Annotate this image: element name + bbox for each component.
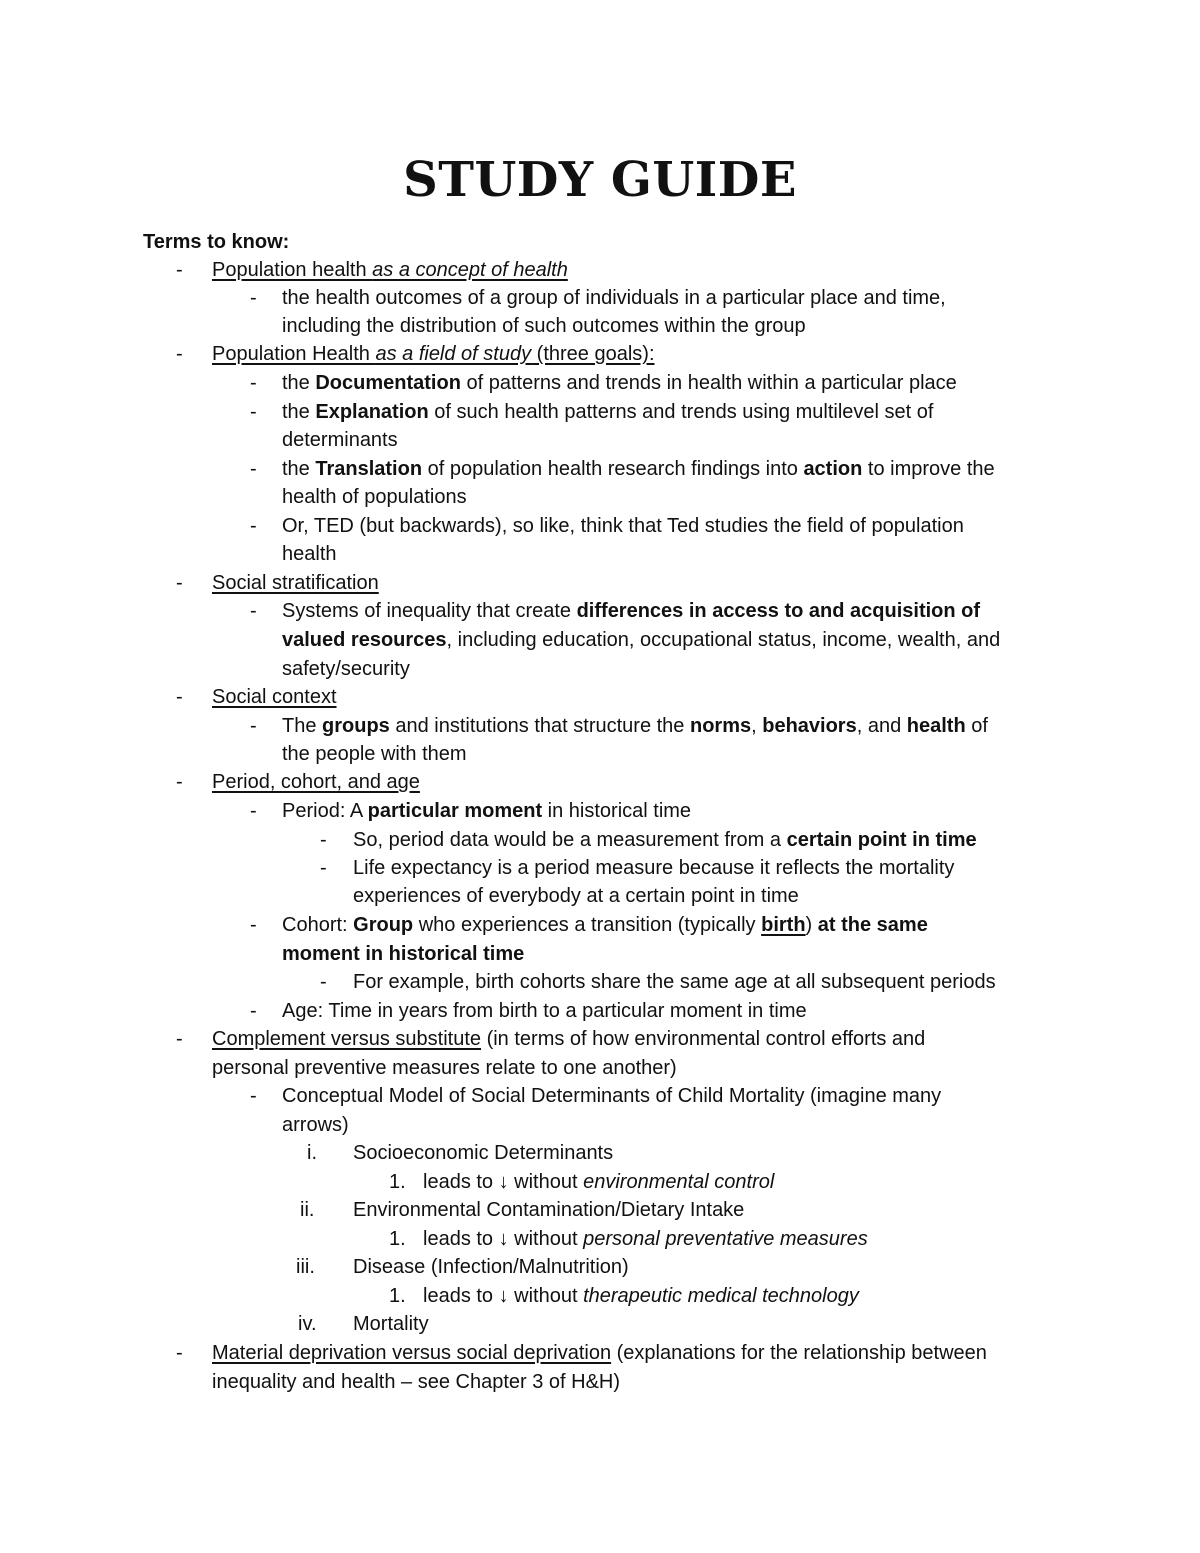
text-run: of bbox=[965, 715, 988, 737]
text-line bbox=[423, 1282, 859, 1310]
text-line bbox=[282, 1111, 349, 1139]
text-line bbox=[282, 540, 337, 568]
text-run: Terms to know: bbox=[143, 231, 290, 253]
text-line bbox=[353, 882, 799, 910]
text-line bbox=[282, 740, 467, 768]
text-run: Period, cohort, and age bbox=[212, 771, 420, 793]
text-run: who experiences a transition (typically bbox=[413, 914, 762, 936]
text-run: valued resources bbox=[282, 629, 447, 651]
text-run: particular moment bbox=[367, 800, 543, 822]
list-marker: - bbox=[250, 715, 257, 737]
text-line bbox=[282, 940, 524, 968]
text-run: Life expectancy is a period measure because it reflects the mortality bbox=[353, 857, 955, 879]
text-run: the people with them bbox=[282, 743, 467, 765]
text-run: So, period data would be a measurement from a bbox=[353, 829, 787, 851]
text-line bbox=[353, 1139, 613, 1167]
text-run: Group bbox=[353, 914, 414, 936]
list-marker: - bbox=[176, 771, 183, 793]
text-run: as a concept of health bbox=[372, 259, 568, 281]
text-run: Complement versus substitute bbox=[212, 1028, 482, 1050]
text-run: health of populations bbox=[282, 486, 467, 508]
text-run: inequality and health – see Chapter 3 of H&H) bbox=[212, 1371, 621, 1393]
text-run: action bbox=[803, 458, 863, 480]
section-heading bbox=[143, 228, 289, 256]
text-run: certain point in time bbox=[786, 829, 977, 851]
text-line bbox=[282, 1082, 941, 1110]
list-marker: - bbox=[250, 372, 257, 394]
text-run: Explanation bbox=[315, 401, 429, 423]
text-run: the bbox=[282, 458, 316, 480]
text-run: Translation bbox=[315, 458, 423, 480]
text-run: leads to ↓ without bbox=[423, 1285, 584, 1307]
list-marker: - bbox=[176, 1028, 183, 1050]
text-run: health bbox=[282, 543, 337, 565]
text-run: (explanations for the relationship between bbox=[611, 1342, 987, 1364]
text-line bbox=[282, 398, 933, 426]
text-run: the health outcomes of a group of individuals in a particular place and time, bbox=[282, 287, 946, 309]
text-run: the bbox=[282, 401, 316, 423]
text-run: Socioeconomic Determinants bbox=[353, 1142, 614, 1164]
text-run: in historical time bbox=[542, 800, 692, 822]
list-marker: - bbox=[250, 287, 257, 309]
text-line bbox=[212, 768, 420, 796]
list-marker: - bbox=[250, 914, 257, 936]
text-line bbox=[282, 626, 1000, 654]
text-line bbox=[353, 1253, 629, 1281]
list-marker: i. bbox=[307, 1142, 317, 1164]
text-line bbox=[212, 569, 379, 597]
text-run: environmental control bbox=[583, 1171, 775, 1193]
text-run: , and bbox=[856, 715, 907, 737]
text-run: therapeutic medical technology bbox=[583, 1285, 859, 1307]
text-line bbox=[282, 911, 928, 939]
list-marker: - bbox=[250, 1000, 257, 1022]
list-marker: - bbox=[176, 259, 183, 281]
text-run: personal preventative measures bbox=[583, 1228, 868, 1250]
text-line bbox=[212, 1025, 925, 1053]
text-line bbox=[282, 655, 410, 683]
text-line bbox=[353, 1310, 429, 1338]
text-line bbox=[282, 312, 806, 340]
list-marker: iv. bbox=[298, 1313, 317, 1335]
text-run: safety/security bbox=[282, 658, 410, 680]
list-marker: - bbox=[250, 1085, 257, 1107]
text-run: of population health research findings into bbox=[422, 458, 804, 480]
text-line bbox=[353, 1196, 744, 1224]
list-marker: ii. bbox=[300, 1199, 315, 1221]
list-marker: - bbox=[176, 343, 183, 365]
text-run: leads to ↓ without bbox=[423, 1228, 584, 1250]
text-line bbox=[282, 369, 957, 397]
text-line bbox=[353, 854, 954, 882]
text-run: Mortality bbox=[353, 1313, 429, 1335]
text-line bbox=[282, 712, 988, 740]
text-run: including the distribution of such outcomes within the group bbox=[282, 315, 806, 337]
list-marker: 1. bbox=[389, 1285, 406, 1307]
text-run: Age: Time in years from birth to a particular moment in time bbox=[282, 1000, 807, 1022]
text-run: Systems of inequality that create bbox=[282, 600, 577, 622]
text-line bbox=[212, 1054, 677, 1082]
text-line bbox=[212, 683, 337, 711]
list-marker: - bbox=[250, 458, 257, 480]
text-run: Or, TED (but backwards), so like, think that Ted studies the field of population bbox=[282, 515, 964, 537]
text-run: as a field of study bbox=[375, 343, 532, 365]
text-line bbox=[423, 1225, 868, 1253]
text-line bbox=[282, 426, 398, 454]
text-run: Population Health bbox=[212, 343, 376, 365]
text-run: moment in historical time bbox=[282, 943, 525, 965]
text-run: , including education, occupational status, income, wealth, and bbox=[446, 629, 1001, 651]
text-run: Social stratification bbox=[212, 572, 379, 594]
text-line bbox=[282, 455, 995, 483]
text-run: and institutions that structure the bbox=[389, 715, 690, 737]
list-marker: - bbox=[250, 600, 257, 622]
text-run: at the same bbox=[817, 914, 928, 936]
list-marker: 1. bbox=[389, 1228, 406, 1250]
text-line bbox=[282, 597, 980, 625]
list-marker: iii. bbox=[296, 1256, 315, 1278]
text-run: health bbox=[906, 715, 966, 737]
text-run: behaviors bbox=[762, 715, 857, 737]
text-run: Material deprivation versus social deprivation bbox=[212, 1342, 612, 1364]
text-run: experiences of everybody at a certain point in time bbox=[353, 885, 799, 907]
text-run: Environmental Contamination/Dietary Intake bbox=[353, 1199, 745, 1221]
list-marker: - bbox=[250, 401, 257, 423]
text-line bbox=[353, 968, 996, 996]
text-line bbox=[212, 256, 568, 284]
text-run: Disease (Infection/Malnutrition) bbox=[353, 1256, 629, 1278]
text-run: Population health bbox=[212, 259, 373, 281]
text-run: The bbox=[282, 715, 323, 737]
text-run: For example, birth cohorts share the same age at all subsequent periods bbox=[353, 971, 996, 993]
text-line bbox=[212, 340, 655, 368]
text-run: Conceptual Model of Social Determinants of Child Mortality (imagine many bbox=[282, 1085, 942, 1107]
text-line bbox=[282, 284, 946, 312]
text-run: to improve the bbox=[862, 458, 995, 480]
text-run: , bbox=[751, 715, 763, 737]
text-run: (three goals): bbox=[531, 343, 655, 365]
text-run: norms bbox=[689, 715, 752, 737]
text-line bbox=[423, 1168, 774, 1196]
text-run: the bbox=[282, 372, 316, 394]
text-line bbox=[282, 997, 807, 1025]
list-marker: 1. bbox=[389, 1171, 406, 1193]
text-run: Social context bbox=[212, 686, 337, 708]
text-line bbox=[212, 1368, 620, 1396]
list-marker: - bbox=[176, 1342, 183, 1364]
text-run: groups bbox=[322, 715, 390, 737]
text-run: Period: A bbox=[282, 800, 368, 822]
text-run: personal preventive measures relate to one another) bbox=[212, 1057, 677, 1079]
text-line bbox=[353, 826, 977, 854]
list-marker: - bbox=[176, 572, 183, 594]
text-line bbox=[282, 483, 467, 511]
text-run: arrows) bbox=[282, 1114, 349, 1136]
list-marker: - bbox=[250, 800, 257, 822]
text-run: leads to ↓ without bbox=[423, 1171, 584, 1193]
text-run: ) bbox=[805, 914, 818, 936]
text-run: of patterns and trends in health within a particular place bbox=[460, 372, 957, 394]
list-marker: - bbox=[320, 857, 327, 879]
text-run: differences in access to and acquisition of bbox=[576, 600, 981, 622]
text-run: Documentation bbox=[315, 372, 461, 394]
list-marker: - bbox=[320, 829, 327, 851]
text-line bbox=[282, 512, 964, 540]
text-run: determinants bbox=[282, 429, 398, 451]
list-marker: - bbox=[250, 515, 257, 537]
text-run: birth bbox=[761, 914, 806, 936]
list-marker: - bbox=[176, 686, 183, 708]
page-title: STUDY GUIDE bbox=[403, 152, 797, 208]
text-run: Cohort: bbox=[282, 914, 354, 936]
text-run: (in terms of how environmental control efforts and bbox=[481, 1028, 926, 1050]
list-marker: - bbox=[320, 971, 327, 993]
text-run: of such health patterns and trends using multilevel set of bbox=[428, 401, 934, 423]
text-line bbox=[212, 1339, 987, 1367]
text-line bbox=[282, 797, 691, 825]
